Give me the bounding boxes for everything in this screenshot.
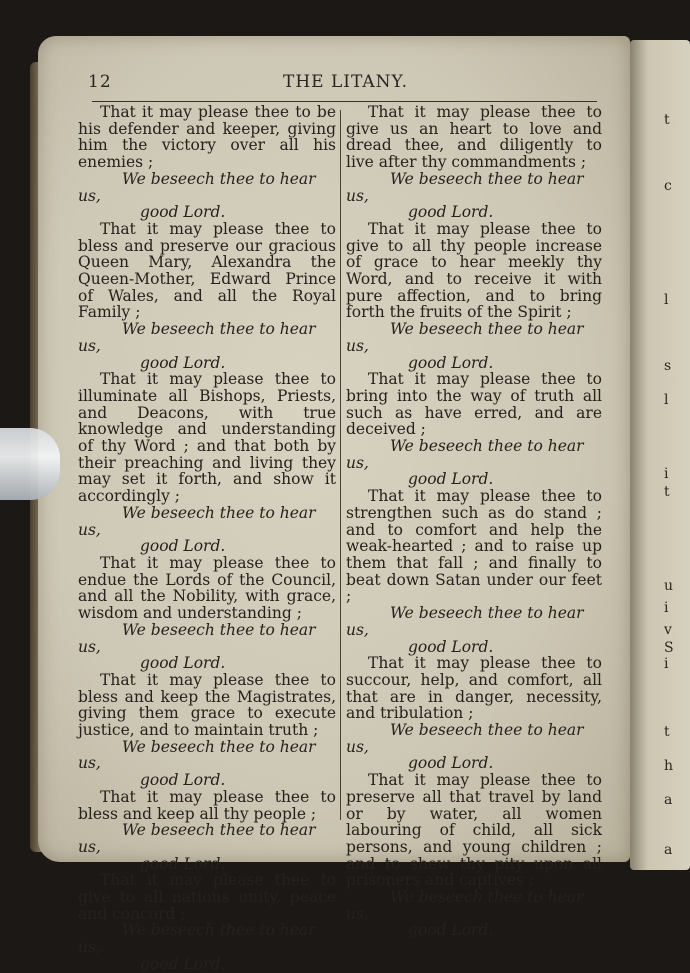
petition-text: That it may please thee to be his defender and keeper, giving him the victory over all his enemies ; bbox=[78, 103, 336, 172]
petition-text: That it may please thee to give to all nations unity, peace and concord ; bbox=[78, 871, 336, 923]
response-line-2: good Lord. bbox=[408, 921, 494, 940]
petition-text: That it may please thee to strengthen such as do stand ; and to comfort and help the weak-hearted ; and to raise up them that fall ; and finally to beat down Satan under our feet ; bbox=[346, 487, 602, 606]
facing-page-fragment: i bbox=[664, 656, 669, 672]
facing-page-fragment: h bbox=[664, 758, 674, 774]
response bbox=[346, 438, 602, 488]
petition-text: That it may please thee to bring into the way of truth all such as have erred, and are deceived ; bbox=[346, 370, 602, 439]
response-line-1: We beseech thee to hear us, bbox=[346, 320, 584, 355]
facing-page-fragment: l bbox=[664, 292, 669, 308]
page-clip bbox=[0, 428, 60, 500]
petition-text: That it may please thee to give us an heart to love and dread thee, and diligently to live after thy commandments ; bbox=[346, 103, 602, 172]
page-number: 12 bbox=[88, 72, 112, 92]
response-line-2: good Lord. bbox=[140, 203, 226, 222]
header-rule bbox=[92, 101, 597, 102]
response bbox=[78, 321, 336, 371]
response bbox=[346, 889, 602, 939]
left-column bbox=[78, 104, 336, 973]
response-line-1: We beseech thee to hear us, bbox=[78, 503, 316, 539]
response-line-2: good Lord. bbox=[140, 771, 226, 790]
facing-page-fragment: a bbox=[664, 842, 673, 858]
response-line-1: We beseech thee to hear us, bbox=[346, 169, 584, 205]
response bbox=[78, 922, 336, 972]
response-line-1: We beseech thee to hear us, bbox=[346, 604, 584, 639]
response-line-2: good Lord. bbox=[140, 954, 226, 973]
running-title: THE LITANY. bbox=[283, 72, 408, 92]
response bbox=[78, 171, 336, 221]
response bbox=[78, 622, 336, 672]
petition-text: That it may please thee to endue the Lords of the Council, and all the Nobility, with grace, wisdom and understanding ; bbox=[78, 553, 336, 623]
petition-text: That it may please thee to succour, help, and comfort, all that are in danger, necessity, and tribulation ; bbox=[346, 654, 602, 723]
facing-page-edge bbox=[630, 40, 690, 870]
petition-text: That it may please thee to preserve all that travel by land or by water, all women labouring of child, all sick persons, and young children ; and to shew thy pity upon all prisoners and captives ; bbox=[346, 771, 602, 890]
response-line-1: We beseech thee to hear us, bbox=[346, 721, 584, 756]
response-line-2: good Lord. bbox=[408, 637, 494, 656]
column-divider bbox=[340, 110, 341, 820]
petition-text: That it may please thee to illuminate all Bishops, Priests, and Deacons, with true knowledge and understanding of thy Word ; and that both by their preaching and living they may set it forth, and show it accordingly ; bbox=[78, 370, 336, 506]
response-line-2: good Lord. bbox=[408, 470, 494, 489]
response-line-2: good Lord. bbox=[140, 353, 226, 372]
page-header bbox=[88, 70, 608, 96]
response bbox=[346, 722, 602, 772]
facing-page-fragment: t bbox=[664, 484, 670, 500]
petition-text: That it may please thee to bless and preserve our gracious Queen Mary, Alexandra the Queen-Mother, Edward Prince of Wales, and all the Royal Family ; bbox=[78, 219, 336, 322]
facing-page-fragment: a bbox=[664, 792, 673, 808]
response bbox=[78, 822, 336, 872]
response-line-2: good Lord. bbox=[140, 854, 226, 873]
facing-page-fragment: l bbox=[664, 392, 669, 408]
right-column bbox=[346, 104, 602, 939]
facing-page-fragment: S bbox=[664, 640, 674, 656]
response-line-1: We beseech thee to hear us, bbox=[346, 888, 584, 923]
facing-page-fragment: t bbox=[664, 112, 670, 128]
response bbox=[78, 505, 336, 555]
petition-text: That it may please thee to bless and keep the Magistrates, giving them grace to execute justice, and to maintain truth ; bbox=[78, 670, 336, 740]
response bbox=[346, 605, 602, 655]
response-line-1: We beseech thee to hear us, bbox=[78, 620, 316, 656]
facing-page-fragment: s bbox=[664, 358, 672, 374]
response-line-1: We beseech thee to hear us, bbox=[78, 737, 316, 773]
response-line-2: good Lord. bbox=[408, 353, 494, 372]
response-line-2: good Lord. bbox=[408, 203, 494, 222]
facing-page-fragment: t bbox=[664, 724, 670, 740]
facing-page-fragment: i bbox=[664, 466, 669, 482]
response-line-2: good Lord. bbox=[408, 754, 494, 773]
facing-page-fragment: c bbox=[664, 178, 672, 194]
facing-page-fragment: v bbox=[664, 622, 672, 638]
facing-page-fragment: u bbox=[664, 578, 674, 594]
response bbox=[346, 171, 602, 221]
petition-text: That it may please thee to give to all thy people increase of grace to hear meekly thy Word, and to receive it with pure affection, and to bring forth the fruits of the Spirit ; bbox=[346, 219, 602, 322]
response bbox=[346, 321, 602, 371]
response bbox=[78, 739, 336, 789]
response-line-1: We beseech thee to hear us, bbox=[78, 320, 316, 355]
response-line-2: good Lord. bbox=[140, 537, 226, 556]
petition-text: That it may please thee to bless and keep all thy people ; bbox=[78, 787, 336, 823]
response-line-1: We beseech thee to hear us, bbox=[78, 921, 316, 957]
facing-page-fragment: i bbox=[664, 600, 669, 616]
response-line-1: We beseech thee to hear us, bbox=[78, 169, 316, 205]
response-line-2: good Lord. bbox=[140, 654, 226, 673]
response-line-1: We beseech thee to hear us, bbox=[346, 437, 584, 472]
response-line-1: We beseech thee to hear us, bbox=[78, 821, 316, 856]
